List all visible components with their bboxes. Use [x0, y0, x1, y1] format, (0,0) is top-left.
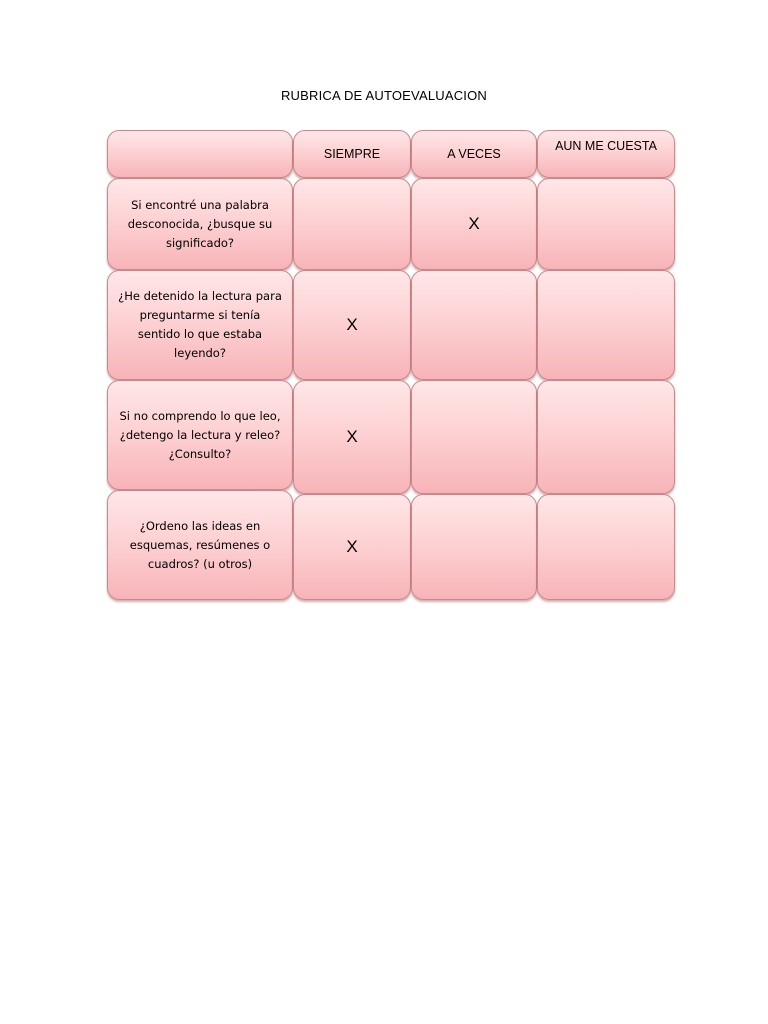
- mark-cell-aun-me-cuesta: [537, 270, 675, 380]
- question-text: Si no comprendo lo que leo, ¿detengo la lectura y releo? ¿Consulto?: [119, 408, 281, 461]
- mark: X: [346, 315, 358, 334]
- question-cell: [107, 380, 293, 490]
- question-cell: [107, 490, 293, 600]
- header-label: AUN ME CUESTA: [555, 139, 657, 153]
- mark-cell-siempre: [293, 270, 411, 380]
- mark-cell-a-veces: [411, 178, 537, 270]
- mark: X: [346, 427, 358, 446]
- question-text: ¿He detenido la lectura para preguntarme si tenía sentido lo que estaba leyendo?: [118, 289, 282, 360]
- mark-cell-a-veces: [411, 494, 537, 600]
- header-cell-a-veces: [411, 130, 537, 178]
- mark-cell-a-veces: [411, 380, 537, 494]
- mark: X: [346, 537, 358, 556]
- mark-cell-aun-me-cuesta: [537, 178, 675, 270]
- mark-cell-aun-me-cuesta: [537, 380, 675, 494]
- mark-cell-aun-me-cuesta: [537, 494, 675, 600]
- mark: X: [468, 214, 480, 233]
- question-text: ¿Ordeno las ideas en esquemas, resúmenes o cuadros? (u otros): [129, 518, 271, 571]
- mark-cell-a-veces: [411, 270, 537, 380]
- header-cell-blank: [107, 130, 293, 178]
- header-label: SIEMPRE: [323, 147, 381, 161]
- mark-cell-siempre: [293, 494, 411, 600]
- header-cell-aun-me-cuesta: [537, 130, 675, 178]
- question-text: Si encontré una palabra desconocida, ¿busque su significado?: [127, 197, 273, 250]
- header-label: A VECES: [447, 147, 501, 161]
- question-cell: [107, 270, 293, 380]
- page-title: RUBRICA DE AUTOEVALUACION: [280, 88, 488, 103]
- mark-cell-siempre: [293, 178, 411, 270]
- header-cell-siempre: [293, 130, 411, 178]
- question-cell: [107, 178, 293, 270]
- mark-cell-siempre: [293, 380, 411, 494]
